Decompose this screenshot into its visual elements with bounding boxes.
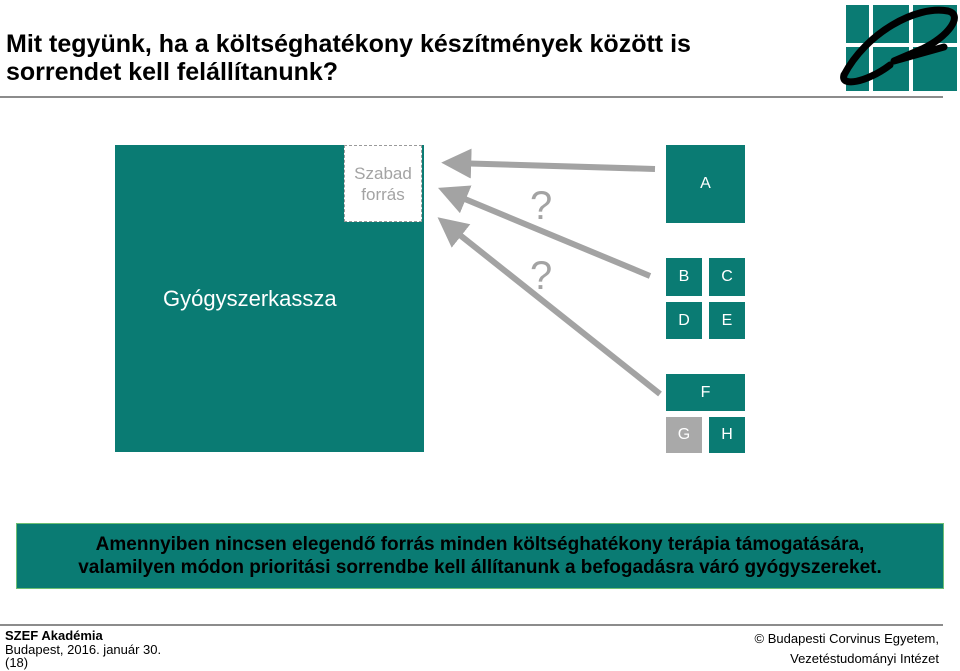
footer-organization: SZEF Akadémia: [5, 628, 103, 643]
footer-left: [5, 629, 161, 670]
tile-f: F: [666, 374, 745, 411]
free-source-label-line-1: Szabad: [354, 164, 412, 183]
free-source-label-line-2: forrás: [361, 185, 405, 204]
conclusion-note-line-1: Amennyiben nincsen elegendő forrás minden költséghatékony terápia támogatására,: [95, 534, 865, 555]
tile-g: G: [666, 417, 702, 453]
footer-divider: [0, 624, 943, 626]
tile-e: E: [709, 302, 745, 339]
footer-institute: Vezetéstudományi Intézet: [790, 651, 939, 666]
footer-date: Budapest, 2016. január 30.: [5, 641, 162, 657]
conclusion-note: [16, 523, 944, 589]
question-mark-upper: ?: [530, 184, 553, 228]
conclusion-note-line-2: valamilyen módon prioritási sorrendbe kell állítanunk a befogadásra váró gyógyszereket.: [78, 557, 882, 578]
tile-h: H: [709, 417, 745, 453]
drug-budget-label: Gyógyszerkassza: [163, 286, 337, 311]
footer-right: [755, 629, 939, 669]
tile-b: B: [666, 258, 702, 296]
arrow-f-to-free-source: [446, 224, 660, 394]
tile-d: D: [666, 302, 702, 339]
slide-title-line-1: Mit tegyünk, ha a költséghatékony készítmények között is: [6, 30, 691, 58]
tile-a: A: [666, 145, 745, 223]
slide-title-line-2: sorrendet kell felállítanunk?: [6, 58, 339, 86]
arrow-a-to-free-source: [452, 163, 655, 169]
tile-c: C: [709, 258, 745, 296]
question-mark-lower: ?: [530, 254, 553, 298]
footer-page-number: (18): [5, 655, 29, 670]
footer-copyright: © Budapesti Corvinus Egyetem,: [754, 631, 939, 646]
